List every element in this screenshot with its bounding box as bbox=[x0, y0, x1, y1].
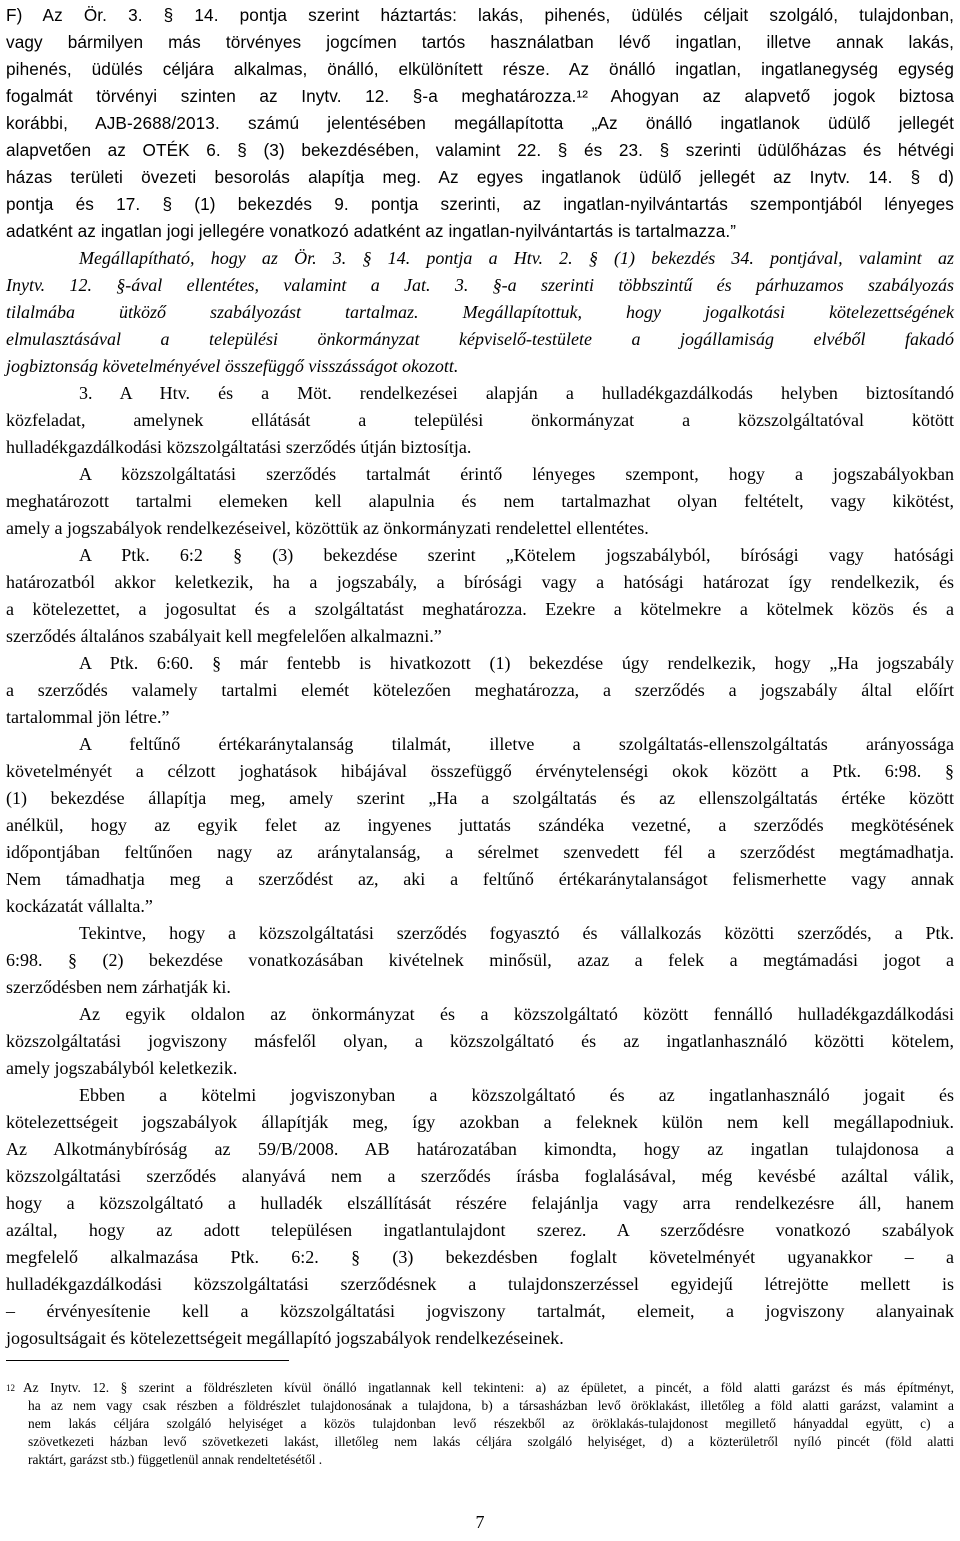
footnote-line: nem lakás céljára szolgáló helyiséget a közös tulajdonban levő részekből az öröklakás-tulajdonost megillető hányaddal együtt, c) a bbox=[28, 1416, 954, 1431]
footnote-text: Az Inytv. 12. § szerint a földrészleten kívül önálló ingatlannak kell tekinteni: a) az épületet, a pincét, a föld alatti garázst és más építményt, bbox=[23, 1380, 954, 1395]
text-line: kockázatát vállalta.” bbox=[6, 896, 153, 916]
text-line: A Ptk. 6:2 § (3) bekezdése szerint „Kötelem jogszabályból, bírósági vagy hatósági bbox=[79, 545, 954, 565]
text-line: A közszolgáltatási szerződés tartalmát érintő lényeges szempont, hogy a jogszabályokban bbox=[79, 464, 954, 484]
text-line: amely a jogszabályok rendelkezéseivel, közöttük az önkormányzati rendelettel ellentétes. bbox=[6, 518, 649, 538]
text-line: szerződés általános szabályait kell megfelelően alkalmazni.” bbox=[6, 626, 442, 646]
text-line: azáltal, hogy az adott településen ingatlantulajdont szerez. A szerződésre vonatkozó szabályok bbox=[6, 1220, 954, 1240]
text-line: Az Alkotmánybíróság az 59/B/2008. AB határozatában kimondta, hogy az ingatlan tulajdonosa a bbox=[6, 1139, 954, 1159]
text-line: jogosultságait és kötelezettségeit megállapító jogszabályok rendelkezéseinek. bbox=[6, 1328, 564, 1348]
text-line: tartalommal jön létre.” bbox=[6, 707, 170, 727]
footnote-line bbox=[6, 1379, 954, 1397]
text-line: elmulasztásával a települési önkormányzat képviselő-testülete a jogállamiság elvéből fakadó bbox=[6, 329, 954, 349]
text-line: hogy a közszolgáltató a hulladék elszállítását részére felajánlja vagy arra rendelkezésre áll, hanem bbox=[6, 1193, 954, 1213]
text-line: Nem támadhatja meg a szerződést az, aki a feltűnő értékaránytalanságot felismerhette vagy annak bbox=[6, 869, 954, 889]
text-line: időpontjában feltűnően nagy az aránytalanság, a sérelmet szenvedett fél a szerződést megtámadhatja. bbox=[6, 842, 954, 862]
footnote-line: ha az nem vagy csak részben a földrészlet tulajdonosának a tulajdona, b) a társasházban levő öröklakást, illetőleg a föld alatti garázst, valamint a bbox=[28, 1398, 954, 1413]
text-line: megfelelő alkalmazása Ptk. 6:2. § (3) bekezdésben foglalt követelményét ugyanakkor – a bbox=[6, 1247, 954, 1267]
text-line: a szerződés valamely tartalmi elemét kötelezően meghatározza, a szerződés a jogszabály által előírt bbox=[6, 680, 954, 700]
document-page bbox=[6, 0, 954, 1541]
text-line: anélkül, hogy az egyik felet az ingyenes juttatás szándéka vezetné, a szerződés megkötésének bbox=[6, 815, 954, 835]
text-line: alapvetően az OTÉK 6. § (3) bekezdésében, valamint 22. § és 23. § szerinti üdülőházas és hétvégi bbox=[6, 140, 954, 160]
page-number: 7 bbox=[475, 1512, 485, 1532]
text-line: hulladékgazdálkodási közszolgáltatási szerződés útján biztosítja. bbox=[6, 437, 472, 457]
text-line: közszolgáltatási jogviszony másfelől olyan, a közszolgáltató és az ingatlanhasználó közötti kötelem, bbox=[6, 1031, 954, 1051]
text-line: Ebben a kötelmi jogviszonyban a közszolgáltató és az ingatlanhasználó jogait és bbox=[79, 1085, 954, 1105]
text-line: fogalmát törvényi szinten az Inytv. 12. §-a meghatározza.¹² Ahogyan az alapvető jogok biztosa bbox=[6, 86, 954, 106]
text-line: meghatározott tartalmi elemeken kell alapulnia és nem tartalmazhat olyan feltételt, vagy kikötést, bbox=[6, 491, 954, 511]
text-line: A Ptk. 6:60. § már fentebb is hivatkozott (1) bekezdése úgy rendelkezik, hogy „Ha jogszabály bbox=[79, 653, 954, 673]
footnote-line: raktárt, garázst stb.) függetlenül annak rendeltetésétől . bbox=[28, 1452, 323, 1467]
text-line: 6:98. § (2) bekezdése vonatkozásában kivételnek minősül, azaz a felek a megtámadási jogot a bbox=[6, 950, 954, 970]
text-line: Az egyik oldalon az önkormányzat és a közszolgáltató között fennálló hulladékgazdálkodási bbox=[79, 1004, 954, 1024]
text-line: követelményét a célzott joghatások hibájával összefüggő érvénytelenségi okok között a Ptk. 6:98. § bbox=[6, 761, 954, 781]
text-line: Tekintve, hogy a közszolgáltatási szerződés fogyasztó és vállalkozás közötti szerződés, a Ptk. bbox=[79, 923, 954, 943]
text-line: (1) bekezdése állapítja meg, amely szerint „Ha a szolgáltatás és az ellenszolgáltatás értéke között bbox=[6, 788, 954, 808]
text-line: vagy bármilyen más törvényes jogcímen tartós használatban lévő ingatlan, illetve annak lakás, bbox=[6, 32, 954, 52]
text-line: szerződésben nem zárhatják ki. bbox=[6, 977, 231, 997]
text-line: F) Az Ör. 3. § 14. pontja szerint háztartás: lakás, pihenés, üdülés céljait szolgáló, tulajdonban, bbox=[6, 5, 954, 25]
text-line: határozatból akkor keletkezik, ha a jogszabály, a bírósági vagy a hatósági határozat így rendelkezik, és bbox=[6, 572, 954, 592]
text-line: jogbiztonság követelményével összefüggő visszásságot okozott. bbox=[6, 356, 459, 376]
text-line: Inytv. 12. §-ával ellentétes, valamint a Jat. 3. §-a szerinti többszintű és párhuzamos szabályozás bbox=[6, 275, 954, 295]
text-line: Megállapítható, hogy az Ör. 3. § 14. pontja a Htv. 2. § (1) bekezdés 34. pontjával, valamint az bbox=[79, 248, 954, 268]
text-line: – érvényesítenie kell a közszolgáltatási jogviszony tartalmát, elemeit, a jogviszony alanyainak bbox=[6, 1301, 954, 1321]
text-line: hulladékgazdálkodási közszolgáltatási szerződésnek a tulajdonszerzéssel egyidejű létrejötte mellett is bbox=[6, 1274, 954, 1294]
text-line: közfeladat, amelynek ellátását a települési önkormányzat a közszolgáltatóval kötött bbox=[6, 410, 954, 430]
footnote-separator bbox=[6, 1360, 289, 1361]
text-line: A feltűnő értékaránytalanság tilalmát, illetve a szolgáltatás-ellenszolgáltatás arányossága bbox=[79, 734, 954, 754]
text-line: adatként az ingatlan jogi jellegére vonatkozó adatként az ingatlan-nyilvántartás is tartalmazza.” bbox=[6, 221, 737, 241]
text-line: amely jogszabályból keletkezik. bbox=[6, 1058, 238, 1078]
text-line: korábbi, AJB-2688/2013. számú jelentésében megállapította „Az önálló ingatlanok üdülő jellegét bbox=[6, 113, 954, 133]
text-line: pihenés, üdülés céljára alkalmas, önálló, elkülönített része. Az önálló ingatlan, ingatlanegység egység bbox=[6, 59, 954, 79]
text-line: 3. A Htv. és a Möt. rendelkezései alapján a hulladékgazdálkodás helyben biztosítandó bbox=[79, 383, 954, 403]
text-line: kötelezettségeit jogszabályok állapítják meg, így azokban a feleknek külön nem kell megállapodniuk. bbox=[6, 1112, 954, 1132]
footnote-number: 12 bbox=[6, 1383, 15, 1393]
text-line: a kötelezettet, a jogosultat és a szolgáltatást meghatározza. Ezekre a kötelmekre a kötelmek közös és a bbox=[6, 599, 954, 619]
footnote-line: szövetkezeti házban levő szövetkezeti lakást, illetőleg nem lakás céljára szolgáló helyiséget, d) a közterületről nyíló pincét (föld alatti bbox=[28, 1434, 954, 1449]
text-line: közszolgáltatási szerződés alanyává nem a szerződés írásba foglalásával, még kevésbé azáltal válik, bbox=[6, 1166, 954, 1186]
text-line: házas területi övezeti besorolás alapítja meg. Az egyes ingatlanok üdülő jellegét az Inytv. 14. § d) bbox=[6, 167, 954, 187]
text-line: tilalmába ütköző szabályozást tartalmaz. Megállapítottuk, hogy jogalkotási kötelezettségének bbox=[6, 302, 954, 322]
text-line: pontja és 17. § (1) bekezdés 9. pontja szerinti, az ingatlan-nyilvántartás szempontjából lényeges bbox=[6, 194, 954, 214]
